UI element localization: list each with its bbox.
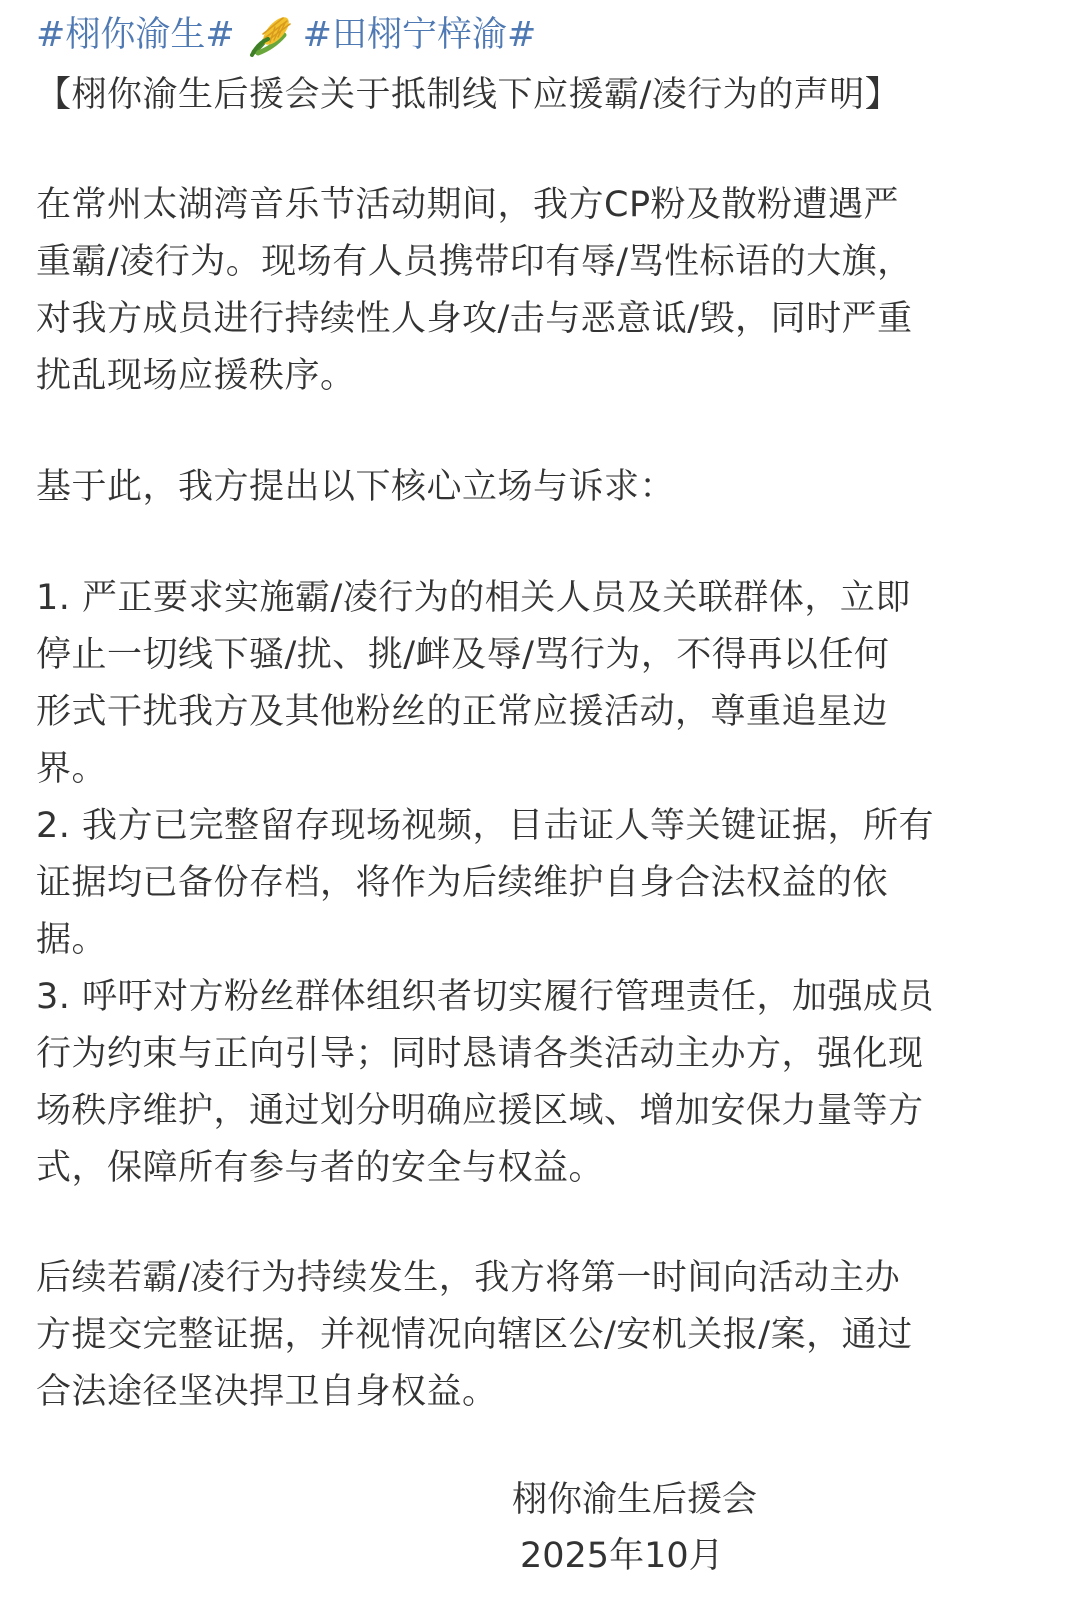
statement-date: 2025年10月 (520, 1536, 724, 1576)
body-line-9: 界。 (36, 749, 108, 789)
body-line-13: 3. 呼吁对方粉丝群体组织者切实履行管理责任，加强成员 (36, 977, 935, 1017)
body-line-1: 在常州太湖湾音乐节活动期间，我方CP粉及散粉遭遇严 (36, 185, 900, 225)
body-line-10: 2. 我方已完整留存现场视频，目击证人等关键证据，所有 (36, 806, 935, 846)
body-line-18: 方提交完整证据，并视情况向辖区公/安机关报/案，通过 (36, 1315, 913, 1355)
hashtag-xunyuyusheng[interactable]: #栩你渝生# (36, 15, 235, 55)
body-line-3: 对我方成员进行持续性人身攻/击与恶意诋/毁，同时严重 (36, 299, 913, 339)
hashtag-tianxuning-ziyu[interactable]: #田栩宁梓渝# (302, 15, 537, 55)
body-line-17: 后续若霸/凌行为持续发生，我方将第一时间向活动主办 (36, 1258, 901, 1298)
corn-icon (243, 14, 299, 58)
body-line-5: 基于此，我方提出以下核心立场与诉求： (36, 467, 676, 507)
statement-signature: 栩你渝生后援会 (511, 1480, 757, 1520)
body-line-16: 式，保障所有参与者的安全与权益。 (36, 1148, 605, 1188)
body-line-7: 停止一切线下骚/扰、挑/衅及辱/骂行为，不得再以任何 (36, 635, 890, 675)
body-line-2: 重霸/凌行为。现场有人员携带印有辱/骂性标语的大旗， (36, 242, 913, 282)
statement-title: 【栩你渝生后援会关于抵制线下应援霸/凌行为的声明】 (36, 75, 901, 115)
body-line-19: 合法途径坚决捍卫自身权益。 (36, 1372, 498, 1412)
body-line-8: 形式干扰我方及其他粉丝的正常应援活动，尊重追星边 (36, 692, 889, 732)
body-line-6: 1. 严正要求实施霸/凌行为的相关人员及关联群体，立即 (36, 578, 911, 618)
body-line-15: 场秩序维护，通过划分明确应援区域、增加安保力量等方 (36, 1091, 924, 1131)
body-line-11: 证据均已备份存档，将作为后续维护自身合法权益的依 (36, 863, 889, 903)
body-line-14: 行为约束与正向引导；同时恳请各类活动主办方，强化现 (36, 1034, 924, 1074)
body-line-12: 据。 (36, 920, 108, 960)
hashtag-row (36, 15, 537, 62)
body-line-4: 扰乱现场应援秩序。 (36, 356, 356, 396)
